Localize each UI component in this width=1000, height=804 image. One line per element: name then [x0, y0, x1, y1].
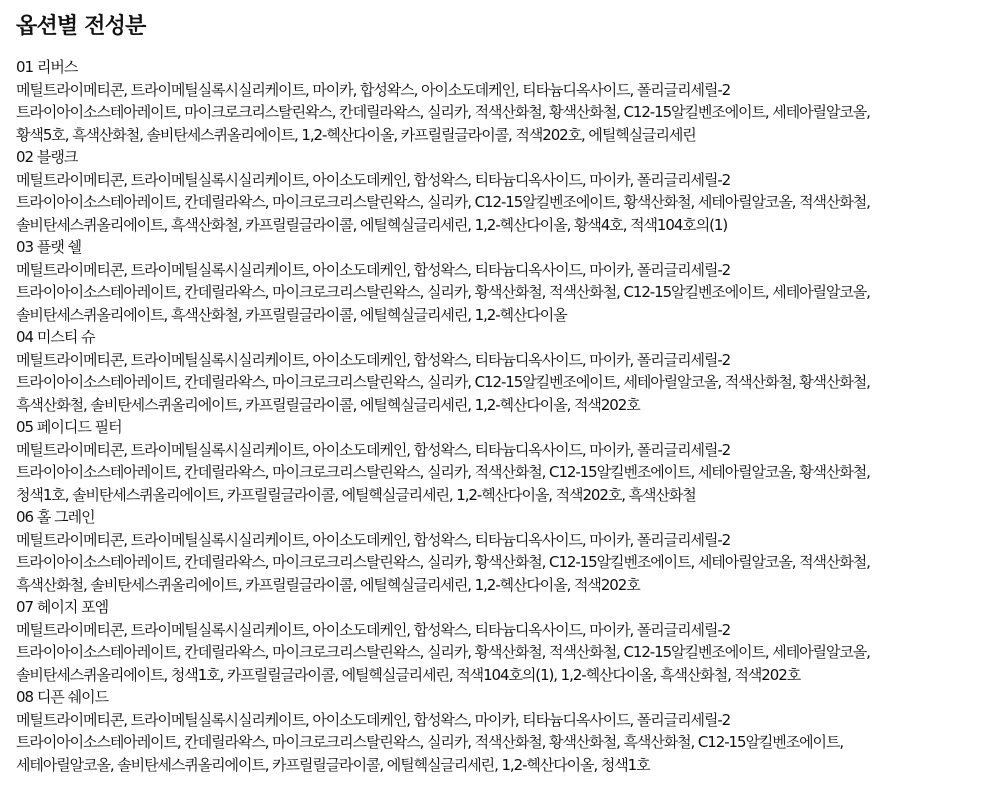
ingredients-document	[16, 12, 988, 776]
ingredient-line: 메틸트라이메티콘, 트라이메틸실록시실리케이트, 아이소도데케인, 합성왁스, 티타늄디옥사이드, 마이카, 폴리글리세릴-2	[16, 530, 731, 549]
option-name: 04 미스티 슈	[16, 328, 95, 346]
option-block	[16, 596, 988, 686]
ingredient-line: 솔비탄세스퀴올리에이트, 흑색산화철, 카프릴릴글라이콜, 에틸헥실글리세린, 1,2-헥산다이올, 황색4호, 적색104호의(1)	[16, 215, 728, 234]
option-block	[16, 416, 988, 506]
option-block	[16, 56, 988, 146]
ingredient-line: 흑색산화철, 솔비탄세스퀴올리에이트, 카프릴릴글라이콜, 에틸헥실글리세린, 1,2-헥산다이올, 적색202호	[16, 575, 640, 594]
ingredient-line: 트라이아이소스테아레이트, 칸데릴라왁스, 마이크로크리스탈린왁스, 실리카, 적색산화철, C12-15알킬벤조에이트, 세테아릴알코올, 황색산화철,	[16, 463, 870, 481]
option-name: 08 디픈 쉐이드	[16, 688, 109, 706]
ingredient-line: 트라이아이소스테아레이트, 칸데릴라왁스, 마이크로크리스탈린왁스, 실리카, 황색산화철, 적색산화철, C12-15알킬벤조에이트, 세테아릴알코올,	[16, 643, 870, 661]
option-name: 06 홀 그레인	[16, 508, 95, 526]
ingredient-line: 황색5호, 흑색산화철, 솔비탄세스퀴올리에이트, 1,2-헥산다이올, 카프릴릴글라이콜, 적색202호, 에틸헥실글리세린	[16, 125, 696, 144]
ingredient-line: 솔비탄세스퀴올리에이트, 흑색산화철, 카프릴릴글라이콜, 에틸헥실글리세린, 1,2-헥산다이올	[16, 305, 567, 324]
ingredient-line: 메틸트라이메티콘, 트라이메틸실록시실리케이트, 아이소도데케인, 합성왁스, 티타늄디옥사이드, 마이카, 폴리글리세릴-2	[16, 350, 731, 369]
option-name: 07 헤이지 포엠	[16, 598, 109, 616]
ingredient-line: 메틸트라이메티콘, 트라이메틸실록시실리케이트, 아이소도데케인, 합성왁스, 티타늄디옥사이드, 마이카, 폴리글리세릴-2	[16, 440, 731, 459]
option-name: 02 블랭크	[16, 148, 78, 166]
option-list	[16, 56, 988, 776]
ingredient-line: 메틸트라이메티콘, 트라이메틸실록시실리케이트, 아이소도데케인, 합성왁스, 티타늄디옥사이드, 마이카, 폴리글리세릴-2	[16, 170, 731, 189]
ingredient-line: 메틸트라이메티콘, 트라이메틸실록시실리케이트, 아이소도데케인, 합성왁스, 티타늄디옥사이드, 마이카, 폴리글리세릴-2	[16, 620, 731, 639]
ingredient-line: 솔비탄세스퀴올리에이트, 청색1호, 카프릴릴글라이콜, 에틸헥실글리세린, 적색104호의(1), 1,2-헥산다이올, 흑색산화철, 적색202호	[16, 665, 801, 684]
option-block	[16, 236, 988, 326]
option-block	[16, 146, 988, 236]
ingredient-line: 청색1호, 솔비탄세스퀴올리에이트, 카프릴릴글라이콜, 에틸헥실글리세린, 1,2-헥산다이올, 적색202호, 흑색산화철	[16, 485, 696, 504]
ingredient-line: 메틸트라이메티콘, 트라이메틸실록시실리케이트, 아이소도데케인, 합성왁스, 티타늄디옥사이드, 마이카, 폴리글리세릴-2	[16, 260, 731, 279]
option-name: 05 페이디드 필터	[16, 418, 122, 436]
page-title: 옵션별 전성분	[16, 14, 146, 39]
option-block	[16, 506, 988, 596]
ingredient-line: 메틸트라이메티콘, 트라이메틸실록시실리케이트, 아이소도데케인, 합성왁스, 마이카, 티타늄디옥사이드, 폴리글리세릴-2	[16, 710, 731, 729]
option-name: 01 리버스	[16, 58, 78, 76]
ingredient-line: 트라이아이소스테아레이트, 칸데릴라왁스, 마이크로크리스탈린왁스, 실리카, 황색산화철, 적색산화철, C12-15알킬벤조에이트, 세테아릴알코올,	[16, 283, 870, 301]
ingredient-line: 흑색산화철, 솔비탄세스퀴올리에이트, 카프릴릴글라이콜, 에틸헥실글리세린, 1,2-헥산다이올, 적색202호	[16, 395, 640, 414]
option-block	[16, 686, 988, 776]
option-block	[16, 326, 988, 416]
ingredient-line: 트라이아이소스테아레이트, 칸데릴라왁스, 마이크로크리스탈린왁스, 실리카, C12-15알킬벤조에이트, 세테아릴알코올, 적색산화철, 황색산화철,	[16, 373, 870, 391]
ingredient-line: 트라이아이소스테아레이트, 칸데릴라왁스, 마이크로크리스탈린왁스, 실리카, C12-15알킬벤조에이트, 황색산화철, 세테아릴알코올, 적색산화철,	[16, 193, 870, 211]
ingredient-line: 세테아릴알코올, 솔비탄세스퀴올리에이트, 카프릴릴글라이콜, 에틸헥실글리세린, 1,2-헥산다이올, 청색1호	[16, 755, 650, 774]
ingredient-line: 트라이아이소스테아레이트, 칸데릴라왁스, 마이크로크리스탈린왁스, 실리카, 황색산화철, C12-15알킬벤조에이트, 세테아릴알코올, 적색산화철,	[16, 553, 870, 571]
ingredient-line: 메틸트라이메티콘, 트라이메틸실록시실리케이트, 마이카, 합성왁스, 아이소도데케인, 티타늄디옥사이드, 폴리글리세릴-2	[16, 80, 731, 99]
ingredient-line: 트라이아이소스테아레이트, 칸데릴라왁스, 마이크로크리스탈린왁스, 실리카, 적색산화철, 황색산화철, 흑색산화철, C12-15알킬벤조에이트,	[16, 733, 844, 751]
ingredient-line: 트라이아이소스테아레이트, 마이크로크리스탈린왁스, 칸데릴라왁스, 실리카, 적색산화철, 황색산화철, C12-15알킬벤조에이트, 세테아릴알코올,	[16, 103, 870, 121]
option-name: 03 플랫 쉘	[16, 238, 82, 256]
